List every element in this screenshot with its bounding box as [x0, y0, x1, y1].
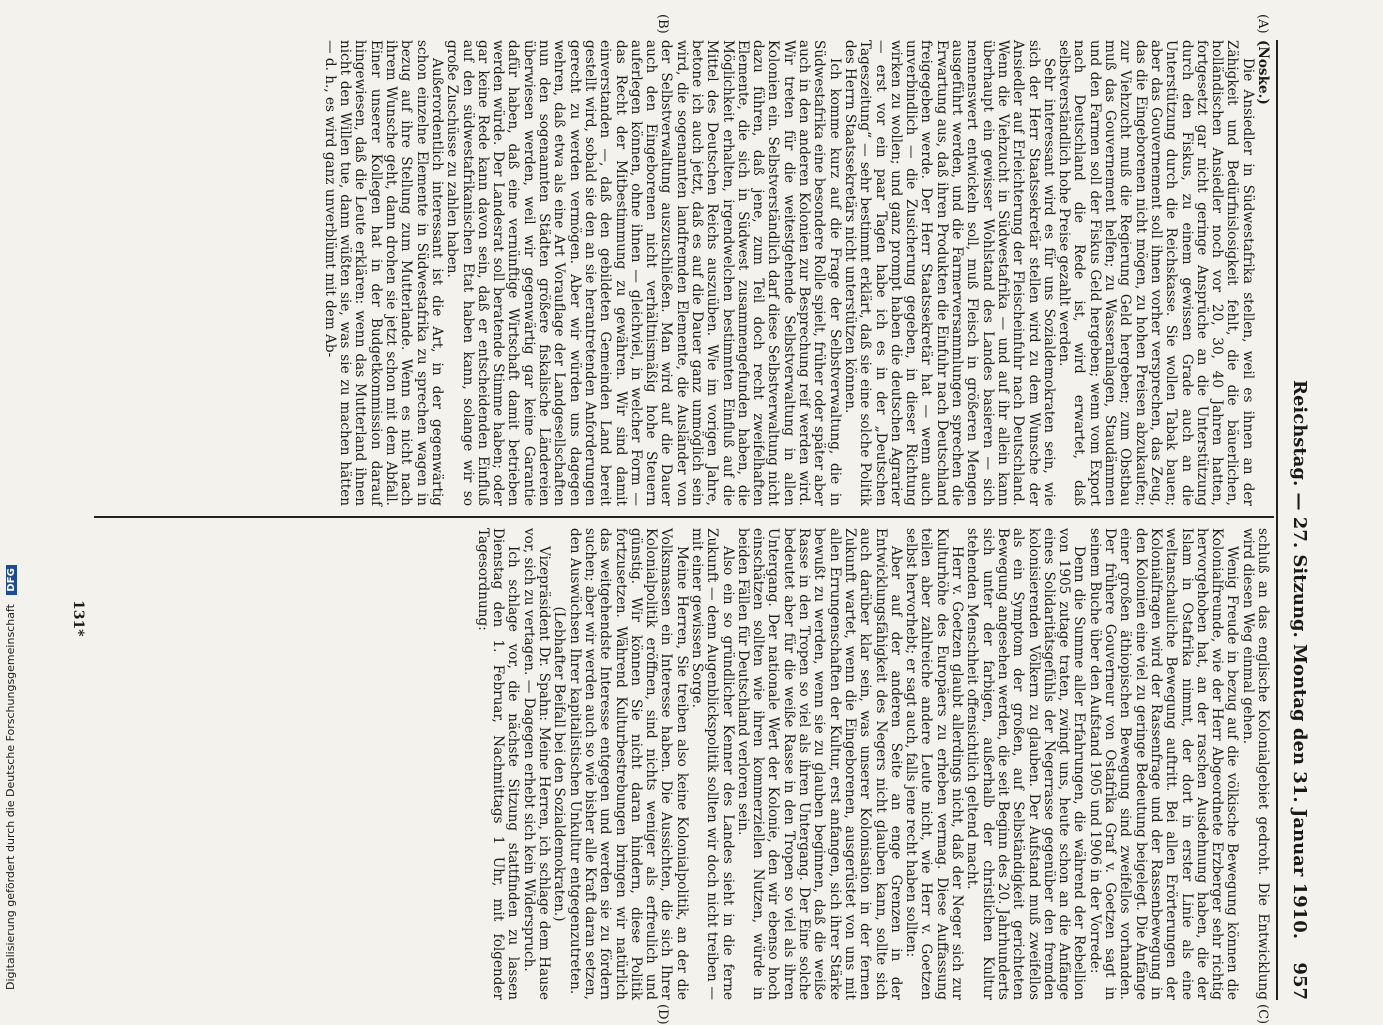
- paragraph: Wenig Freude in bezug auf die völkische Bewegung können die Kolonialfreunde, wie der Herr Abgeordnete Erzberger sehr richtig hervorgehoben hat, an der raschen Ausdehnung haben, die der Islam in Ostafrika nimmt, der dort in erster Linie als eine weltanschauliche Bewegung auftritt. Bei allen Erörterungen der Kolonialfragen wird der Rassenfrage und der Rassenbewegung in den Kolonien eine viel zu geringe Bedeutung beigelegt. Die Anfänge einer großen äthiopischen Bewegung sind zweifellos vorhanden. Der frühere Gouverneur von Ostafrika Graf v. Goetzen sagt in seinem Buche über den Aufstand 1905 und 1906 in der Vorrede:: [1086, 528, 1241, 1000]
- speaker-name: (Noske.): [1255, 40, 1271, 105]
- column-divider: [94, 516, 1274, 518]
- digitization-credit: [0, 300, 24, 1000]
- credit-text: Digitalisierung gefördert durch die Deutsche Forschungsgemeinschaft: [4, 604, 17, 990]
- margin-marker-b: (B): [655, 14, 670, 34]
- header-title: Reichstag. — 27. Sitzung. Montag den 31. Januar 1910.: [1289, 380, 1310, 939]
- paragraph: Also ein so gründlicher Kenner des Landes sieht in die ferne Zukunft — denn Augenblickspolitik sollten wir doch nicht treiben — mit einer gewissen Sorge.: [689, 528, 736, 1000]
- paragraph: Herr v. Goetzen glaubt allerdings nicht, daß der Neger sich zur Kulturhöhe des Europäers zu erheben vermag. Diese Auffassung teilen aber zahlreiche andere Leute nicht, wie Herr v. Goetzen selbst hervorhebt; er sagt auch, falls jene recht haben sollten:: [903, 528, 966, 1000]
- left-column: [90, 40, 1270, 506]
- page-header: [1280, 40, 1310, 1000]
- paragraph: Meine Herren, Sie treiben also keine Kolonialpolitik, an der die Volksmassen ein Interesse haben. Die Aussichten, die sich Ihrer Kolonialpolitik eröffnen, sind nichts weniger als erfreulich und günstig. Wir können Sie nicht daran hindern, diese Politik fortzusetzen. Während Kulturbestrebungen bringen wir natürlich das weitgehendste Interesse entgegen und werden sie zu fördern suchen; aber wir werden auch so wie bisher alle Kraft daran setzen, den Auswüchsen Ihrer kapitalistischen Unkultur entgegenzutreten.: [566, 528, 690, 1000]
- paragraph: Sehr interessant wird es für uns Sozialdemokraten sein, wie sich der Herr Staatssekretär stellen wird zu dem Wunsche der Ansiedler auf Erleichterung der Fleischeinfuhr nach Deutschland. Wenn die Viehzucht in Südwestafrika — und auf ihr allein kann überhaupt ein gewisser Wohlstand des Landes basieren — sich nennenswert entwickeln soll, muß Fleisch in größeren Mengen ausgeführt werden, und die Farmerversammlungen sprechen die Erwartung aus, daß ihren Produkten die Einfuhr nach Deutschland freigegeben werde. Der Herr Staatssekretär hat — wenn auch unverbindlich — die Zusicherung gegeben, in dieser Richtung wirken zu wollen; und ganz prompt haben die deutschen Agrarier — erst vor ein paar Tagen habe ich es in der „Deutschen Tageszeitung“ — sehr bestimmt erklärt, daß sie eine solche Politik des Herrn Staatssekretärs nicht unterstützen können.: [841, 40, 1057, 506]
- paragraph: Ich komme kurz auf die Frage der Selbstverwaltung, die in Südwestafrika eine besondere Rolle spielt, früher oder später aber auch in den anderen Kolonien zur Besprechung reif werden wird. Wir treten für die weitestgehende Selbstverwaltung in allen Kolonien ein. Selbstverständlich darf diese Selbstverwaltung nicht dazu führen, daß jene, zum Teil doch recht zweifelhaften Elemente, die sich in Südwest zusammengefunden haben, die Möglichkeit erhalten, irgendwelchen bestimmten Einfluß auf die Mittel des Deutschen Reichs auszuüben. Wie im vorigen Jahre, betone ich auch jetzt, daß es auf die Dauer ganz unmöglich sein wird, die sogenannten landfremden Elemente, die Ausländer von der Selbstverwaltung auszuschließen. Man wird auf die Dauer auch den Eingeborenen nicht verhältnismäßig hohe Steuern auferlegen können, ohne ihnen — gleichviel, in welcher Form — das Recht der Mitbestimmung zu gewähren. Wir sind damit einverstanden —, daß den gebildeten Gemeinden Land bereit gestellt wird, sobald sie den an sie herantretenden Anforderungen gerecht zu werden vermögen. Aber wir würden uns dagegen wehren, daß etwa als eine Art Vorauflage der Landgesellschaften nun den sogenannten Städten größere fiskalische Ländereien überwiesen werden, weil wir gegenwärtig gar keine Garantie dafür haben, daß eine vernünftige Wirtschaft damit betrieben werden würde. Der Landesrat soll beratende Stimme haben; oder gar keine Rede kann davon sein, daß er entscheidenden Einfluß auf den südwestafrikanischen Etat haben kann, solange wir so große Zuschüsse zu zahlen haben.: [444, 40, 843, 506]
- header-rule: [1276, 40, 1278, 1000]
- dfg-logo: DFG: [6, 565, 17, 594]
- signature-mark: 131*: [70, 600, 86, 637]
- page-number: 957: [1289, 962, 1310, 1000]
- margin-marker-d: (D): [655, 1004, 670, 1025]
- paragraph: Die Ansiedler in Südwestafrika stellen, weil es ihnen an der Zähigkeit und Bedürfnislosigkeit fehlt, die die bäuerlichen, holländischen Ansiedler noch vor 20, 30, 40 Jahren hatten, fortgesetzt gar nicht geringe Ansprüche an die Unterstützung durch den Fiskus, zu einem gewissen Grade auch an die Unterstützung durch die Reichskasse. Sie wollen Tabak bauen; aber das Gouvernement soll ihnen vorher versprechen, das Zeug, das die Eingeborenen nicht mögen, zu hohen Preisen abzukaufen; zur Viehzucht muß die Regierung Geld hergeben; zum Obstbau muß das Gouvernement helfen; zu Wasseranlagen, Staudämmen und den Farmen soll der Fiskus Geld hergeben; wenn vom Export nach Deutschland die Rede ist, wird erwartet, daß selbstverständlich hohe Preise gezahlt werden.: [1056, 40, 1256, 506]
- paragraph: schluß an das englische Kolonialgebiet gedroht. Die Entwicklung wird diesen Weg einmal gehen.: [1239, 528, 1271, 1000]
- rotated-page: [70, 14, 1310, 1025]
- quote-paragraph: Denn die Summe aller Erfahrungen, die während der Rebellion von 1905 zutage traten, zwingt uns, heute schon an die Anfänge eines Solidaritätsgefühls der Negerrasse gegenüber den fremden kolonisierenden Völkern zu glauben. Der Aufstand muß zweifellos als ein Symptom der großen, auf Selbständigkeit gerichteten Bewegung angesehen werden, die seit Beginn des 20. Jahrhunderts sich unter der farbigen, außerhalb der christlichen Kultur stehenden Menschheit offensichtlich geltend macht.: [964, 528, 1088, 1000]
- margin-marker-a: (A): [1255, 14, 1270, 34]
- margin-marker-c: (C): [1255, 1004, 1270, 1025]
- paragraph: Vizepräsident Dr. Spahn: Meine Herren, ich schlage dem Hause vor, sich zu vertagen. — Dagegen erhebt sich kein Widerspruch.: [520, 528, 553, 1000]
- paragraph: Außerordentlich interessant ist die Art, in der gegenwärtig schon einzelne Elemente in Südwestafrika zu sprechen wagen in bezug auf ihre Stellung zum Mutterlande. Wenn es nicht nach ihrem Wunsche geht, dann drohen sie jetzt schon mit dem Abfall. Einer unserer Kollegen hat in der Budgetkommission darauf hingewiesen, daß die Leute erklären: wenn das Mutterland ihnen nicht den Willen tue, dann wüßten sie, was sie zu machen hätten — d. h., es wird ganz unverblümt mit dem Ab-: [321, 40, 445, 506]
- right-column: [90, 528, 1270, 1000]
- applause-note: (Lebhafter Beifall bei den Sozialdemokraten.): [551, 606, 568, 922]
- quote-paragraph: Aber auf der anderen Seite an enge Grenzen in der Entwicklungsfähigkeit des Negers nicht glauben kann, sollte sich auch darüber klar sein, was unserer Kolonisation in der fernen Zukunft wartet, wenn die Eingeborenen, ausgerüstet von uns mit allen Errungenschaften der Kultur, erst anfangen, sich ihrer Stärke bewußt zu werden, wenn sie zu glauben beginnen, daß die weiße Rasse in den Tropen so viel als ihren Untergang. Der Eine solche bedeutet aber für die weiße Rasse in den Tropen so viel als ihren Untergang. Der nationale Wert der Kolonie, den wir ebenso hoch einschätzen sollten wie ihren kommerziellen Nutzen, würde in beiden Fällen für Deutschland verloren sein.: [734, 528, 904, 1000]
- paragraph: Ich schlage vor, die nächste Sitzung stattfinden zu lassen Dienstag den 1. Februar, Nachmittags 1 Uhr, mit folgender Tagesordnung:: [474, 528, 522, 1000]
